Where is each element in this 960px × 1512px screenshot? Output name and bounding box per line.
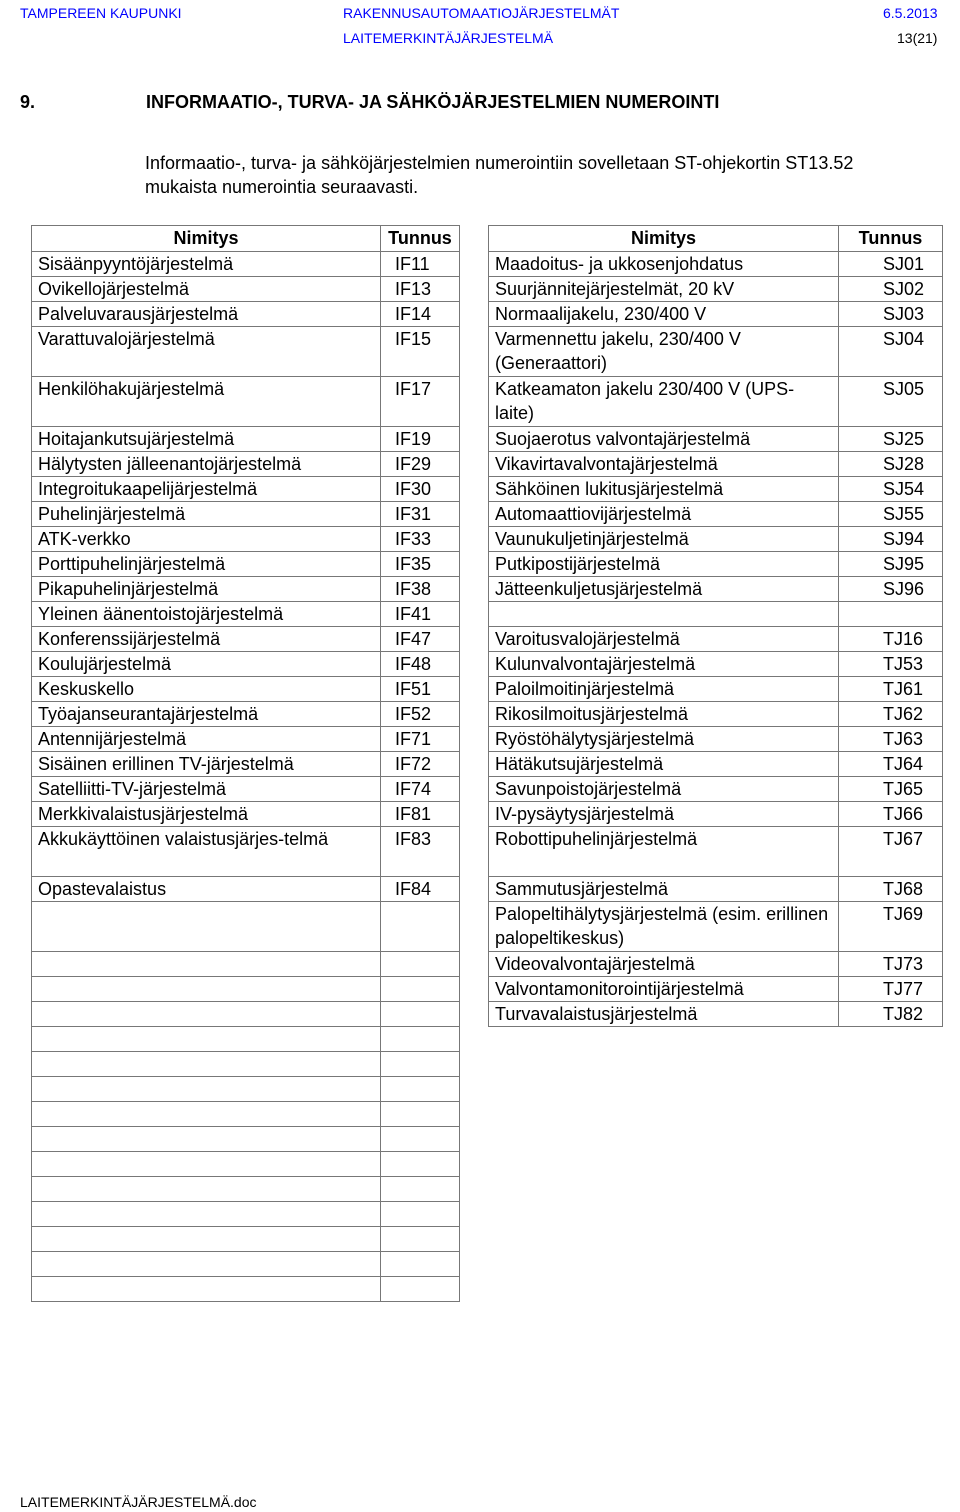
table-row bbox=[489, 552, 943, 577]
table-row bbox=[32, 502, 460, 527]
system-code-cell: SJ02 bbox=[839, 277, 943, 302]
system-name-cell bbox=[32, 1077, 381, 1102]
table-row bbox=[32, 1177, 460, 1202]
system-name-cell bbox=[32, 977, 381, 1002]
system-code-cell: IF84 bbox=[381, 877, 460, 902]
table-row bbox=[32, 1052, 460, 1077]
system-code-cell: IF38 bbox=[381, 577, 460, 602]
footer-filename: LAITEMERKINTÄJÄRJESTELMÄ.doc bbox=[20, 1494, 257, 1510]
system-code-cell: TJ69 bbox=[839, 902, 943, 952]
system-code-cell bbox=[381, 1152, 460, 1177]
system-code-cell: IF51 bbox=[381, 677, 460, 702]
right-table-body bbox=[489, 252, 943, 1027]
system-name-cell: Integroitukaapelijärjestelmä bbox=[32, 477, 381, 502]
table-row bbox=[32, 752, 460, 777]
system-code-cell: IF47 bbox=[381, 627, 460, 652]
table-row bbox=[32, 1227, 460, 1252]
system-name-cell: Opastevalaistus bbox=[32, 877, 381, 902]
table-row bbox=[32, 702, 460, 727]
table-row bbox=[32, 827, 460, 877]
system-name-cell bbox=[32, 1252, 381, 1277]
table-row bbox=[32, 1002, 460, 1027]
system-code-cell: SJ55 bbox=[839, 502, 943, 527]
system-name-cell: Kulunvalvontajärjestelmä bbox=[489, 652, 839, 677]
system-code-cell: TJ53 bbox=[839, 652, 943, 677]
system-name-cell: Hälytysten jälleenantojärjestelmä bbox=[32, 452, 381, 477]
system-code-cell bbox=[381, 1052, 460, 1077]
system-name-cell: Normaalijakelu, 230/400 V bbox=[489, 302, 839, 327]
table-row bbox=[489, 302, 943, 327]
table-row bbox=[489, 327, 943, 377]
table-row bbox=[32, 527, 460, 552]
table-row bbox=[489, 627, 943, 652]
table-row bbox=[32, 1202, 460, 1227]
system-name-cell: Puhelinjärjestelmä bbox=[32, 502, 381, 527]
table-row bbox=[489, 477, 943, 502]
table-row bbox=[32, 652, 460, 677]
system-name-cell: Automaattiovijärjestelmä bbox=[489, 502, 839, 527]
system-code-cell: SJ05 bbox=[839, 377, 943, 427]
system-code-cell: IF17 bbox=[381, 377, 460, 427]
column-header-name: Nimitys bbox=[489, 226, 839, 252]
column-header-code: Tunnus bbox=[839, 226, 943, 252]
system-code-cell: SJ96 bbox=[839, 577, 943, 602]
table-row bbox=[32, 1127, 460, 1152]
table-row bbox=[489, 952, 943, 977]
system-name-cell: Sisäinen erillinen TV-järjestelmä bbox=[32, 752, 381, 777]
header-organization: TAMPEREEN KAUPUNKI bbox=[20, 5, 182, 21]
system-name-cell: Ryöstöhälytysjärjestelmä bbox=[489, 727, 839, 752]
system-name-cell: ATK-verkko bbox=[32, 527, 381, 552]
system-code-cell: IF33 bbox=[381, 527, 460, 552]
table-row bbox=[489, 802, 943, 827]
system-code-cell: TJ77 bbox=[839, 977, 943, 1002]
system-code-cell: IF72 bbox=[381, 752, 460, 777]
table-row bbox=[32, 577, 460, 602]
system-code-cell bbox=[381, 1002, 460, 1027]
column-header-code: Tunnus bbox=[381, 226, 460, 252]
system-name-cell: Vaunukuljetinjärjestelmä bbox=[489, 527, 839, 552]
table-row bbox=[489, 1002, 943, 1027]
table-row bbox=[32, 802, 460, 827]
table-row bbox=[32, 977, 460, 1002]
system-name-cell: Keskuskello bbox=[32, 677, 381, 702]
system-name-cell: Hoitajankutsujärjestelmä bbox=[32, 427, 381, 452]
table-row bbox=[489, 277, 943, 302]
section-heading bbox=[20, 92, 719, 113]
system-name-cell: Sammutusjärjestelmä bbox=[489, 877, 839, 902]
table-row bbox=[489, 777, 943, 802]
system-name-cell: Akkukäyttöinen valaistusjärjes-telmä bbox=[32, 827, 381, 877]
system-code-cell: IF52 bbox=[381, 702, 460, 727]
system-name-cell: Palopeltihälytysjärjestelmä (esim. erillinen palopeltikeskus) bbox=[489, 902, 839, 952]
system-name-cell bbox=[32, 902, 381, 952]
system-name-cell: Yleinen äänentoistojärjestelmä bbox=[32, 602, 381, 627]
system-code-cell: IF13 bbox=[381, 277, 460, 302]
table-row bbox=[32, 1252, 460, 1277]
system-code-cell: IF14 bbox=[381, 302, 460, 327]
system-code-cell bbox=[381, 1227, 460, 1252]
table-row bbox=[32, 277, 460, 302]
system-code-cell bbox=[381, 902, 460, 952]
table-row bbox=[489, 877, 943, 902]
system-code-cell: IF81 bbox=[381, 802, 460, 827]
table-row bbox=[489, 452, 943, 477]
table-row bbox=[32, 952, 460, 977]
system-name-cell: Robottipuhelinjärjestelmä bbox=[489, 827, 839, 877]
system-name-cell: Ovikellojärjestelmä bbox=[32, 277, 381, 302]
system-code-cell: TJ61 bbox=[839, 677, 943, 702]
system-name-cell: Suojaerotus valvontajärjestelmä bbox=[489, 427, 839, 452]
system-name-cell bbox=[32, 1177, 381, 1202]
system-code-cell: TJ16 bbox=[839, 627, 943, 652]
table-row bbox=[32, 1102, 460, 1127]
left-table-body bbox=[32, 252, 460, 1302]
system-name-cell bbox=[32, 952, 381, 977]
system-code-cell bbox=[381, 1277, 460, 1302]
table-row bbox=[489, 427, 943, 452]
table-header-row bbox=[489, 226, 943, 252]
system-name-cell: Palveluvarausjärjestelmä bbox=[32, 302, 381, 327]
system-code-cell: IF71 bbox=[381, 727, 460, 752]
system-code-cell: IF30 bbox=[381, 477, 460, 502]
table-row bbox=[489, 252, 943, 277]
system-name-cell: Jätteenkuljetusjärjestelmä bbox=[489, 577, 839, 602]
table-row bbox=[489, 827, 943, 877]
system-name-cell bbox=[32, 1277, 381, 1302]
system-name-cell bbox=[32, 1202, 381, 1227]
table-row bbox=[32, 252, 460, 277]
system-code-cell: SJ94 bbox=[839, 527, 943, 552]
header-subtitle: LAITEMERKINTÄJÄRJESTELMÄ bbox=[343, 30, 554, 46]
system-name-cell: Valvontamonitorointijärjestelmä bbox=[489, 977, 839, 1002]
table-row bbox=[489, 602, 943, 627]
table-header-row bbox=[32, 226, 460, 252]
section-intro: Informaatio-, turva- ja sähköjärjestelmien numerointiin sovelletaan ST-ohjekortin ST13.52 mukaista numerointia seuraavasti. bbox=[145, 153, 854, 197]
table-row bbox=[32, 452, 460, 477]
system-code-cell bbox=[381, 952, 460, 977]
system-code-cell: SJ54 bbox=[839, 477, 943, 502]
system-code-cell: SJ28 bbox=[839, 452, 943, 477]
table-row bbox=[32, 627, 460, 652]
system-name-cell: Pikapuhelinjärjestelmä bbox=[32, 577, 381, 602]
table-row bbox=[32, 877, 460, 902]
system-code-cell: TJ68 bbox=[839, 877, 943, 902]
table-row bbox=[32, 302, 460, 327]
system-name-cell: Porttipuhelinjärjestelmä bbox=[32, 552, 381, 577]
system-code-cell bbox=[381, 1252, 460, 1277]
system-code-cell: IF74 bbox=[381, 777, 460, 802]
system-code-cell: IF35 bbox=[381, 552, 460, 577]
system-name-cell: Varoitusvalojärjestelmä bbox=[489, 627, 839, 652]
table-row bbox=[32, 1277, 460, 1302]
system-code-cell bbox=[381, 1127, 460, 1152]
table-row bbox=[32, 477, 460, 502]
system-name-cell: Satelliitti-TV-järjestelmä bbox=[32, 777, 381, 802]
section-title: INFORMAATIO-, TURVA- JA SÄHKÖJÄRJESTELMIEN NUMEROINTI bbox=[146, 92, 720, 112]
system-code-cell: TJ82 bbox=[839, 1002, 943, 1027]
system-code-cell bbox=[381, 1177, 460, 1202]
system-name-cell bbox=[32, 1027, 381, 1052]
system-code-cell: SJ25 bbox=[839, 427, 943, 452]
system-code-cell: IF15 bbox=[381, 327, 460, 377]
system-code-cell: IF83 bbox=[381, 827, 460, 877]
system-code-cell: TJ73 bbox=[839, 952, 943, 977]
table-row bbox=[489, 977, 943, 1002]
table-row bbox=[32, 727, 460, 752]
system-code-cell bbox=[381, 977, 460, 1002]
system-code-cell: TJ67 bbox=[839, 827, 943, 877]
system-code-cell: IF29 bbox=[381, 452, 460, 477]
table-row bbox=[32, 677, 460, 702]
table-row bbox=[489, 727, 943, 752]
system-code-cell: IF19 bbox=[381, 427, 460, 452]
table-row bbox=[32, 1027, 460, 1052]
table-row bbox=[489, 652, 943, 677]
table-row bbox=[32, 427, 460, 452]
system-name-cell bbox=[32, 1227, 381, 1252]
system-name-cell: Rikosilmoitusjärjestelmä bbox=[489, 702, 839, 727]
system-code-cell: SJ01 bbox=[839, 252, 943, 277]
system-code-cell: IF11 bbox=[381, 252, 460, 277]
system-name-cell bbox=[32, 1102, 381, 1127]
system-name-cell: Vikavirtavalvontajärjestelmä bbox=[489, 452, 839, 477]
system-code-cell bbox=[381, 1077, 460, 1102]
system-name-cell bbox=[489, 602, 839, 627]
table-row bbox=[489, 577, 943, 602]
system-code-cell: TJ64 bbox=[839, 752, 943, 777]
system-code-cell: TJ63 bbox=[839, 727, 943, 752]
system-code-cell: SJ03 bbox=[839, 302, 943, 327]
system-name-cell: Putkipostijärjestelmä bbox=[489, 552, 839, 577]
system-code-cell bbox=[381, 1202, 460, 1227]
system-code-cell: SJ04 bbox=[839, 327, 943, 377]
system-name-cell: Varmennettu jakelu, 230/400 V (Generaattori) bbox=[489, 327, 839, 377]
system-name-cell: Koulujärjestelmä bbox=[32, 652, 381, 677]
system-name-cell: Merkkivalaistusjärjestelmä bbox=[32, 802, 381, 827]
column-header-name: Nimitys bbox=[32, 226, 381, 252]
system-name-cell: IV-pysäytysjärjestelmä bbox=[489, 802, 839, 827]
system-name-cell: Henkilöhakujärjestelmä bbox=[32, 377, 381, 427]
system-name-cell: Hätäkutsujärjestelmä bbox=[489, 752, 839, 777]
system-name-cell: Sisäänpyyntöjärjestelmä bbox=[32, 252, 381, 277]
table-row bbox=[489, 502, 943, 527]
system-name-cell bbox=[32, 1152, 381, 1177]
system-name-cell: Savunpoistojärjestelmä bbox=[489, 777, 839, 802]
table-row bbox=[32, 602, 460, 627]
system-name-cell: Työajanseurantajärjestelmä bbox=[32, 702, 381, 727]
header-date: 6.5.2013 bbox=[883, 5, 938, 21]
table-row bbox=[32, 552, 460, 577]
system-code-cell: IF31 bbox=[381, 502, 460, 527]
system-name-cell: Suurjännitejärjestelmät, 20 kV bbox=[489, 277, 839, 302]
system-name-cell: Paloilmoitinjärjestelmä bbox=[489, 677, 839, 702]
system-name-cell: Turvavalaistusjärjestelmä bbox=[489, 1002, 839, 1027]
system-name-cell: Videovalvontajärjestelmä bbox=[489, 952, 839, 977]
section-number: 9. bbox=[20, 92, 36, 112]
system-code-cell bbox=[381, 1027, 460, 1052]
system-name-cell bbox=[32, 1127, 381, 1152]
system-code-cell: SJ95 bbox=[839, 552, 943, 577]
system-code-cell bbox=[381, 1102, 460, 1127]
table-row bbox=[489, 702, 943, 727]
table-row bbox=[32, 327, 460, 377]
system-name-cell: Maadoitus- ja ukkosenjohdatus bbox=[489, 252, 839, 277]
table-row bbox=[32, 1077, 460, 1102]
table-row bbox=[32, 777, 460, 802]
system-name-cell: Katkeamaton jakelu 230/400 V (UPS-laite) bbox=[489, 377, 839, 427]
system-name-cell: Sähköinen lukitusjärjestelmä bbox=[489, 477, 839, 502]
system-code-cell bbox=[839, 602, 943, 627]
right-code-table bbox=[488, 225, 943, 1027]
table-row bbox=[489, 527, 943, 552]
system-code-cell: TJ65 bbox=[839, 777, 943, 802]
table-row bbox=[489, 752, 943, 777]
system-name-cell: Konferenssijärjestelmä bbox=[32, 627, 381, 652]
system-name-cell: Antennijärjestelmä bbox=[32, 727, 381, 752]
system-name-cell: Varattuvalojärjestelmä bbox=[32, 327, 381, 377]
table-row bbox=[32, 1152, 460, 1177]
left-code-table bbox=[31, 225, 460, 1302]
page-number: 13(21) bbox=[897, 30, 938, 46]
header-document-title: RAKENNUSAUTOMAATIOJÄRJESTELMÄT bbox=[343, 5, 620, 21]
table-row bbox=[32, 377, 460, 427]
system-code-cell: IF48 bbox=[381, 652, 460, 677]
system-code-cell: TJ66 bbox=[839, 802, 943, 827]
table-row bbox=[489, 677, 943, 702]
table-row bbox=[489, 902, 943, 952]
system-name-cell bbox=[32, 1052, 381, 1077]
table-row bbox=[489, 377, 943, 427]
system-code-cell: TJ62 bbox=[839, 702, 943, 727]
system-code-cell: IF41 bbox=[381, 602, 460, 627]
system-name-cell bbox=[32, 1002, 381, 1027]
table-row bbox=[32, 902, 460, 952]
